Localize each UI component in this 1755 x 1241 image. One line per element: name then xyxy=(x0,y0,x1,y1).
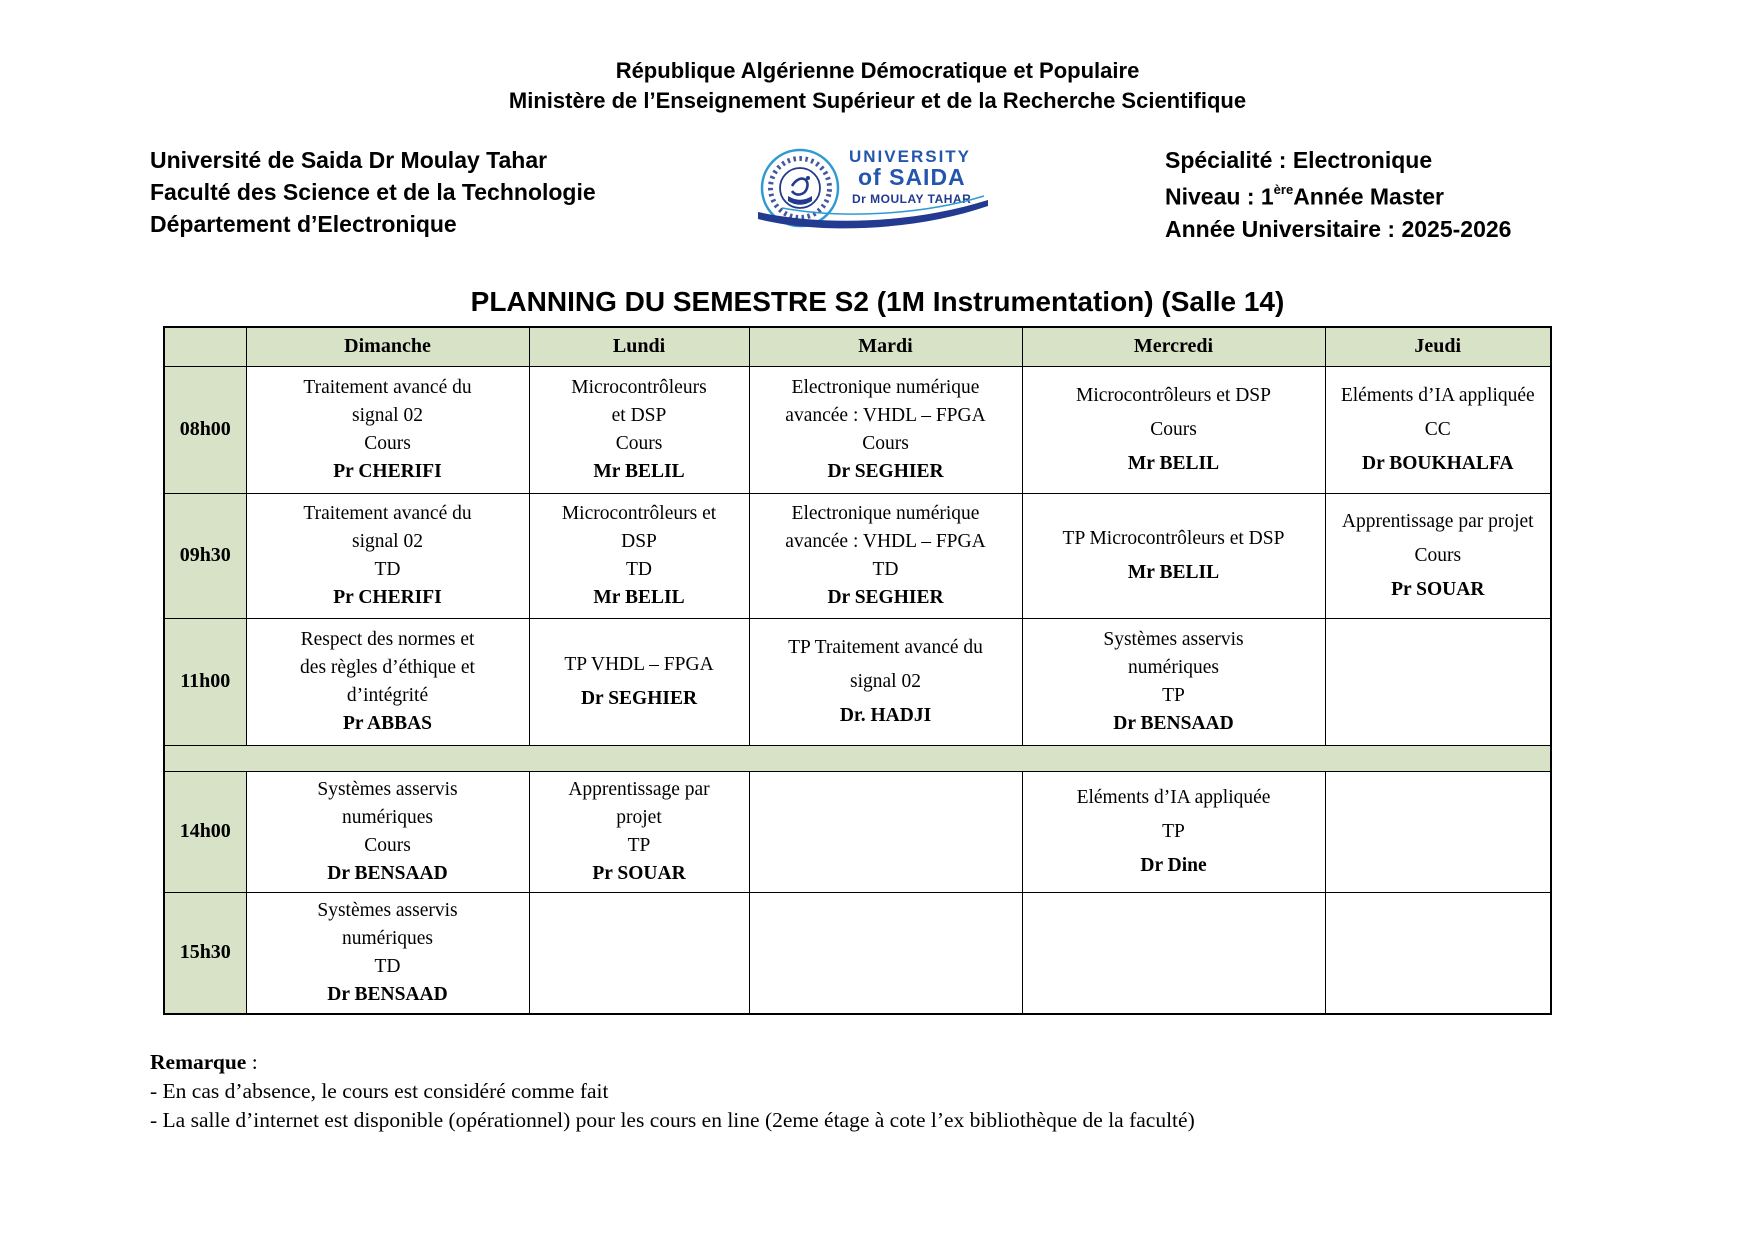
course-line: TD xyxy=(872,558,899,580)
time-cell: 14h00 xyxy=(164,771,246,892)
gov-header-line-1: République Algérienne Démocratique et Populaire xyxy=(615,58,1140,83)
teacher-name: Pr CHERIFI xyxy=(333,460,442,482)
teacher-name: Dr SEGHIER xyxy=(827,460,944,482)
teacher-name: Dr BOUKHALFA xyxy=(1362,452,1514,474)
course-line: Electronique numérique xyxy=(791,376,980,398)
faculty-name: Faculté des Science et de la Technologie xyxy=(150,179,596,205)
course-line: TP Traitement avancé du xyxy=(788,636,983,658)
teacher-name: Dr BENSAAD xyxy=(1113,712,1234,734)
course-line: Microcontrôleurs xyxy=(571,376,707,398)
course-cell xyxy=(1325,493,1551,618)
course-line: Cours xyxy=(862,432,909,454)
course-line: numériques xyxy=(342,806,433,828)
course-cell xyxy=(1022,366,1325,493)
course-cell xyxy=(749,892,1022,1014)
logo-line-2: of SAIDA xyxy=(858,164,966,190)
course-line: TD xyxy=(374,558,401,580)
course-line: Traitement avancé du xyxy=(303,502,472,524)
day-header-lundi: Lundi xyxy=(529,327,749,366)
course-cell xyxy=(529,771,749,892)
course-line: numériques xyxy=(1128,656,1219,678)
course-line: numériques xyxy=(342,927,433,949)
course-line: Microcontrôleurs et xyxy=(561,502,717,524)
day-header-jeudi: Jeudi xyxy=(1325,327,1551,366)
course-line: Cours xyxy=(1150,418,1197,440)
course-cell xyxy=(246,366,529,493)
course-cell xyxy=(529,366,749,493)
teacher-name: Dr BENSAAD xyxy=(327,983,448,1005)
level-label: Niveau : 1èreAnnée Master xyxy=(1165,182,1445,210)
teacher-name: Pr CHERIFI xyxy=(333,586,442,608)
course-cell xyxy=(246,892,529,1014)
course-line: Eléments d’IA appliquée xyxy=(1340,384,1535,406)
course-cell xyxy=(1325,366,1551,493)
university-logo xyxy=(752,140,996,232)
course-line: Cours xyxy=(364,834,411,856)
teacher-name: Mr BELIL xyxy=(1127,452,1220,474)
logo-line-1: UNIVERSITY xyxy=(849,147,972,166)
separator-row xyxy=(164,745,1551,771)
course-cell xyxy=(1325,618,1551,745)
remarks-block xyxy=(150,1048,1195,1135)
course-line: avancée : VHDL – FPGA xyxy=(785,530,986,552)
academic-year-label: Année Universitaire : 2025-2026 xyxy=(1165,215,1512,242)
course-line: d’intégrité xyxy=(346,684,429,706)
course-cell xyxy=(246,771,529,892)
timetable-row xyxy=(164,771,1551,892)
timetable-body xyxy=(164,327,1551,1014)
course-cell xyxy=(529,493,749,618)
day-header-mardi: Mardi xyxy=(749,327,1022,366)
course-line: avancée : VHDL – FPGA xyxy=(785,404,986,426)
timetable xyxy=(163,326,1552,1015)
program-block xyxy=(1165,144,1511,245)
course-cell xyxy=(246,493,529,618)
course-line: Cours xyxy=(1414,544,1462,566)
page-title: PLANNING DU SEMESTRE S2 (1M Instrumentation) (Salle 14) xyxy=(470,286,1285,317)
time-cell: 09h30 xyxy=(164,493,246,618)
course-line: Systèmes asservis xyxy=(317,899,458,921)
course-cell xyxy=(749,771,1022,892)
teacher-name: Dr SEGHIER xyxy=(827,586,944,608)
course-line: TD xyxy=(374,955,401,977)
teacher-name: Dr BENSAAD xyxy=(327,862,448,884)
course-cell xyxy=(749,366,1022,493)
logo-line-3: Dr MOULAY TAHAR xyxy=(852,192,972,206)
course-line: projet xyxy=(616,806,662,828)
course-line: TP xyxy=(1162,820,1185,842)
course-line: Systèmes asservis xyxy=(1103,628,1244,650)
course-line: Apprentissage par projet xyxy=(1341,510,1534,532)
course-cell xyxy=(529,892,749,1014)
specialty-label: Spécialité : Electronique xyxy=(1165,147,1433,173)
institution-block xyxy=(150,144,596,240)
time-cell: 15h30 xyxy=(164,892,246,1014)
course-line: TD xyxy=(626,558,652,580)
course-line: Electronique numérique xyxy=(791,502,980,524)
timetable-row xyxy=(164,892,1551,1014)
course-line: TP VHDL – FPGA xyxy=(564,653,714,675)
course-line: CC xyxy=(1424,418,1451,440)
course-line: Cours xyxy=(364,432,411,454)
level-superscript: ère xyxy=(1273,182,1294,197)
university-name: Université de Saida Dr Moulay Tahar xyxy=(150,147,548,173)
day-header-dimanche: Dimanche xyxy=(246,327,529,366)
course-cell xyxy=(749,493,1022,618)
teacher-name: Pr SOUAR xyxy=(1391,578,1485,600)
course-cell xyxy=(1325,771,1551,892)
timetable-row xyxy=(164,618,1551,745)
course-line: signal 02 xyxy=(352,404,423,426)
course-line: des règles d’éthique et xyxy=(300,656,475,678)
course-cell xyxy=(1022,618,1325,745)
remarks-heading: Remarque : xyxy=(150,1050,258,1074)
course-line: Systèmes asservis xyxy=(317,778,458,800)
day-header-mercredi: Mercredi xyxy=(1022,327,1325,366)
teacher-name: Dr. HADJI xyxy=(839,704,932,726)
course-cell xyxy=(529,618,749,745)
course-cell xyxy=(1022,493,1325,618)
course-line: signal 02 xyxy=(850,670,921,692)
teacher-name: Pr SOUAR xyxy=(592,862,686,884)
course-line: TP Microcontrôleurs et DSP xyxy=(1062,527,1285,549)
gov-header-line-2: Ministère de l’Enseignement Supérieur et de la Recherche Scientifique xyxy=(508,88,1247,113)
teacher-name: Dr SEGHIER xyxy=(580,687,698,709)
timetable-row xyxy=(164,366,1551,493)
remark-line: - La salle d’internet est disponible (opérationnel) pour les cours en line (2eme étage à cote l’ex bibliothèque de la faculté) xyxy=(150,1108,1195,1132)
teacher-name: Dr Dine xyxy=(1140,854,1207,876)
course-line: Apprentissage par xyxy=(568,778,710,800)
course-line: signal 02 xyxy=(352,530,423,552)
logo-wordmark xyxy=(849,147,971,206)
course-line: Cours xyxy=(615,432,663,454)
course-line: DSP xyxy=(621,530,657,552)
remark-line: - En cas d’absence, le cours est considéré comme fait xyxy=(150,1079,609,1103)
course-line: et DSP xyxy=(611,404,667,426)
course-line: Microcontrôleurs et DSP xyxy=(1076,384,1271,406)
course-line: Eléments d’IA appliquée xyxy=(1076,786,1271,808)
corner-cell xyxy=(164,327,246,366)
course-cell xyxy=(1325,892,1551,1014)
course-cell xyxy=(1022,892,1325,1014)
course-line: Traitement avancé du xyxy=(303,376,472,398)
course-line: TP xyxy=(1162,684,1185,706)
course-cell xyxy=(1022,771,1325,892)
teacher-name: Pr ABBAS xyxy=(342,712,433,734)
course-cell xyxy=(246,618,529,745)
course-line: Respect des normes et xyxy=(300,628,475,650)
separator-band xyxy=(164,745,1551,771)
teacher-name: Mr BELIL xyxy=(1127,561,1220,583)
course-line: TP xyxy=(627,834,651,856)
university-logo-graphic xyxy=(752,140,996,232)
course-cell xyxy=(749,618,1022,745)
time-cell: 08h00 xyxy=(164,366,246,493)
department-name: Département d’Electronique xyxy=(150,211,457,237)
day-header-row xyxy=(164,327,1551,366)
teacher-name: Mr BELIL xyxy=(593,586,685,608)
logo-seal xyxy=(762,150,838,226)
teacher-name: Mr BELIL xyxy=(593,460,685,482)
time-cell: 11h00 xyxy=(164,618,246,745)
timetable-row xyxy=(164,493,1551,618)
